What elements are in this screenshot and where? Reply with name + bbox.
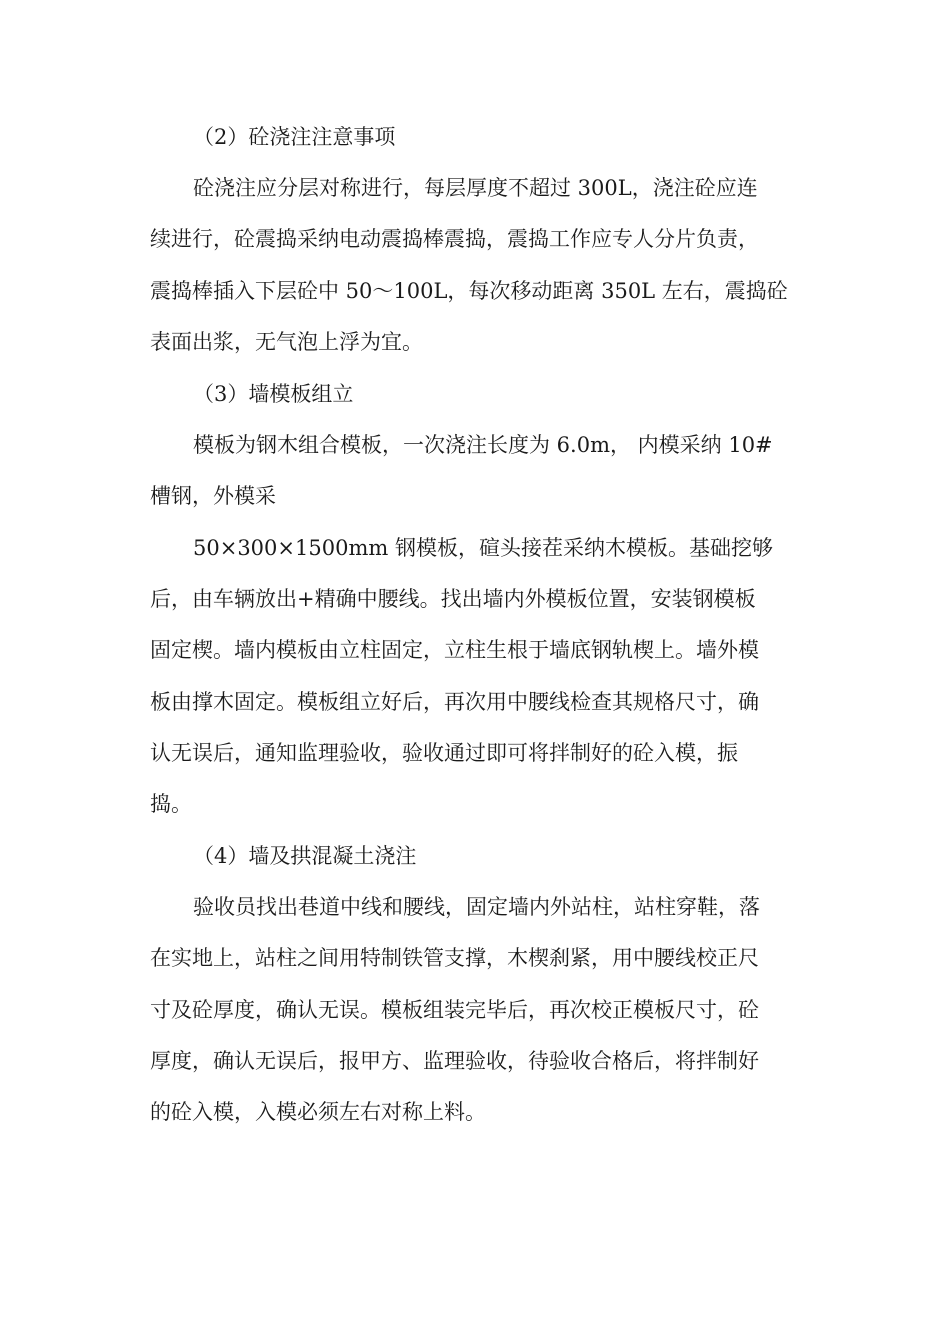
section-heading-3: （3）墙模板组立 bbox=[193, 382, 354, 406]
paragraph-line: 厚度，确认无误后，报甲方、监理验收，待验收合格后，将拌制好 bbox=[150, 1049, 759, 1073]
paragraph-line: 板由撑木固定。模板组立好后，再次用中腰线检查其规格尺寸，确 bbox=[150, 690, 759, 714]
paragraph-line: 的砼入模，入模必须左右对称上料。 bbox=[150, 1100, 486, 1124]
paragraph-line: 50×300×1500mm 钢模板，碹头接茬采纳木模板。基础挖够 bbox=[193, 536, 773, 560]
paragraph-line: 表面出浆，无气泡上浮为宜。 bbox=[150, 330, 423, 354]
section-heading-2: （2）砼浇注注意事项 bbox=[193, 125, 396, 149]
paragraph-line: 续进行，砼震捣采纳电动震捣棒震捣，震捣工作应专人分片负责， bbox=[150, 227, 759, 251]
paragraph-line: 验收员找出巷道中线和腰线，固定墙内外站柱，站柱穿鞋，落 bbox=[193, 895, 760, 919]
paragraph-line: 震捣棒插入下层砼中 50～100L，每次移动距离 350L 左右，震捣砼 bbox=[150, 279, 788, 303]
section-heading-4: （4）墙及拱混凝土浇注 bbox=[193, 844, 417, 868]
paragraph-line: 砼浇注应分层对称进行，每层厚度不超过 300L，浇注砼应连 bbox=[193, 176, 758, 200]
paragraph-line: 在实地上，站柱之间用特制铁管支撑，木楔刹紧，用中腰线校正尺 bbox=[150, 946, 759, 970]
paragraph-line: 捣。 bbox=[150, 792, 192, 816]
paragraph-line: 模板为钢木组合模板，一次浇注长度为 6.0m， 内模采纳 10# bbox=[193, 433, 773, 457]
paragraph-line: 固定楔。墙内模板由立柱固定，立柱生根于墙底钢轨楔上。墙外模 bbox=[150, 638, 759, 662]
paragraph-line: 后，由车辆放出+精确中腰线。找出墙内外模板位置，安装钢模板 bbox=[150, 587, 756, 611]
paragraph-line: 寸及砼厚度，确认无误。模板组装完毕后，再次校正模板尺寸，砼 bbox=[150, 998, 759, 1022]
paragraph-line: 槽钢，外模采 bbox=[150, 484, 276, 508]
paragraph-line: 认无误后，通知监理验收，验收通过即可将拌制好的砼入模，振 bbox=[150, 741, 738, 765]
